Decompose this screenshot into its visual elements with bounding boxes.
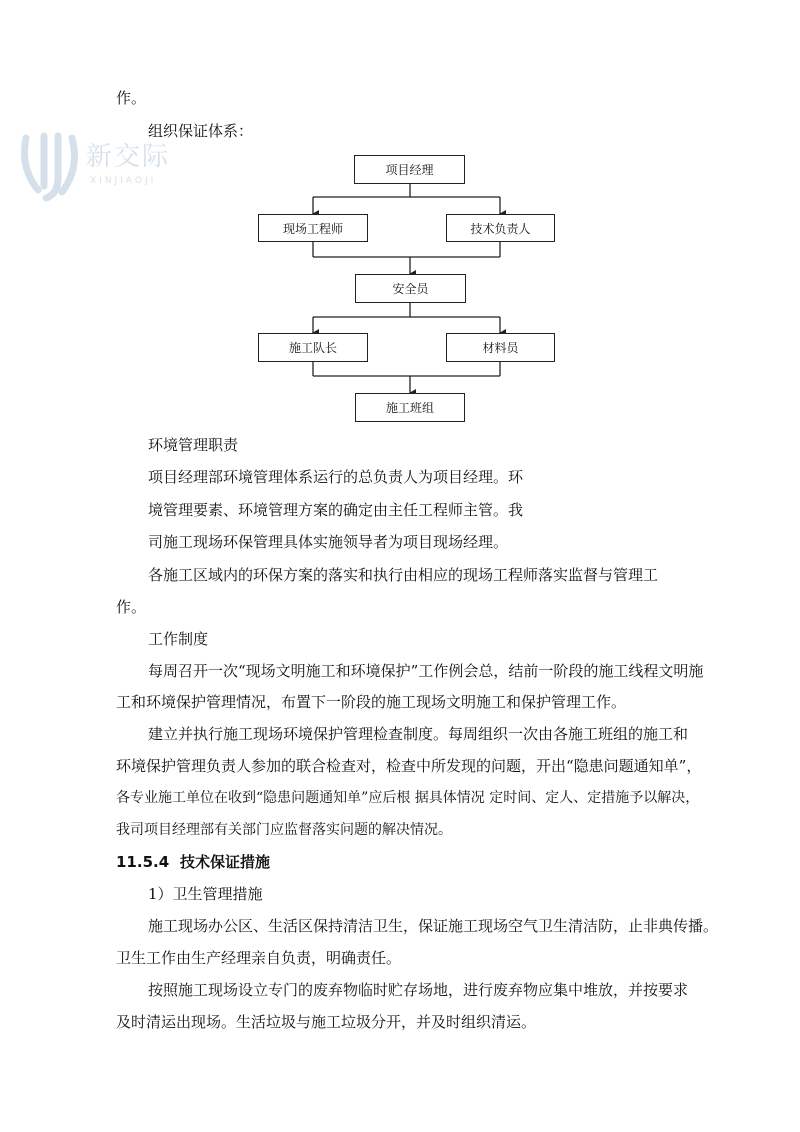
work-line-5: 各专业施工单位在收到“隐患问题通知单”应后根 据具体情况 定时间、定人、定措施予以解决， xyxy=(116,790,700,806)
work-line-1: 每周召开一次“现场文明施工和环境保护”工作例会总，结前一阶段的施工线程文明施 xyxy=(148,662,704,680)
work-line-4: 环境保护管理负责人参加的联合检查对，检查中所发现的问题，开出“隐患问题通知单”， xyxy=(116,757,702,775)
env-line-5: 作。 xyxy=(116,598,147,616)
org-box-team: 施工班组 xyxy=(355,393,465,422)
env-line-4: 各施工区域内的环保方案的落实和执行由相应的现场工程师落实监督与管理工 xyxy=(148,566,659,584)
hygiene-line-3: 按照施工现场设立专门的废弃物临时贮存场地，进行废弃物应集中堆放，并按要求 xyxy=(148,981,689,999)
work-line-6: 我司项目经理部有关部门应监督落实问题的解决情况。 xyxy=(116,822,452,838)
env-line-1: 项目经理部环境管理体系运行的总负责人为项目经理。环 xyxy=(148,468,524,486)
section-number: 11.5.4 xyxy=(116,853,170,871)
org-box-pm: 项目经理 xyxy=(354,155,465,184)
section-title: 技术保证措施 xyxy=(180,853,271,871)
hygiene-line-2: 卫生工作由生产经理亲自负责，明确责任。 xyxy=(116,949,402,967)
org-title: 组织保证体系： xyxy=(148,122,254,140)
org-box-safety: 安全员 xyxy=(355,274,466,303)
org-box-team-lead: 施工队长 xyxy=(258,333,368,362)
watermark-sub: XINJIAOJI xyxy=(90,176,157,186)
watermark-brand: 新交际 xyxy=(86,142,171,172)
work-line-2: 工和环境保护管理情况，布置下一阶段的施工现场文明施工和保护管理工作。 xyxy=(116,693,627,711)
hygiene-line-4: 及时清运出现场。生活垃圾与施工垃圾分开，并及时组织清运。 xyxy=(116,1013,537,1031)
section-heading xyxy=(116,852,270,872)
env-line-3: 司施工现场环保管理具体实施领导者为项目现场经理。 xyxy=(148,533,509,551)
hygiene-heading: 1）卫生管理措施 xyxy=(148,885,263,903)
watermark-logo xyxy=(18,128,208,218)
org-box-site-engineer: 现场工程师 xyxy=(258,214,368,242)
work-heading: 工作制度 xyxy=(148,630,209,648)
logo-icon xyxy=(18,128,82,208)
org-box-tech-lead: 技术负责人 xyxy=(446,214,555,242)
top-line: 作。 xyxy=(116,89,147,107)
org-box-material: 材料员 xyxy=(446,333,555,362)
env-line-2: 境管理要素、环境管理方案的确定由主任工程师主管。我 xyxy=(148,501,524,519)
env-heading: 环境管理职责 xyxy=(148,436,239,454)
hygiene-line-1: 施工现场办公区、生活区保持清洁卫生，保证施工现场空气卫生清洁防，止非典传播。 xyxy=(148,917,719,935)
work-line-3: 建立并执行施工现场环境保护管理检查制度。每周组织一次由各施工班组的施工和 xyxy=(148,725,689,743)
